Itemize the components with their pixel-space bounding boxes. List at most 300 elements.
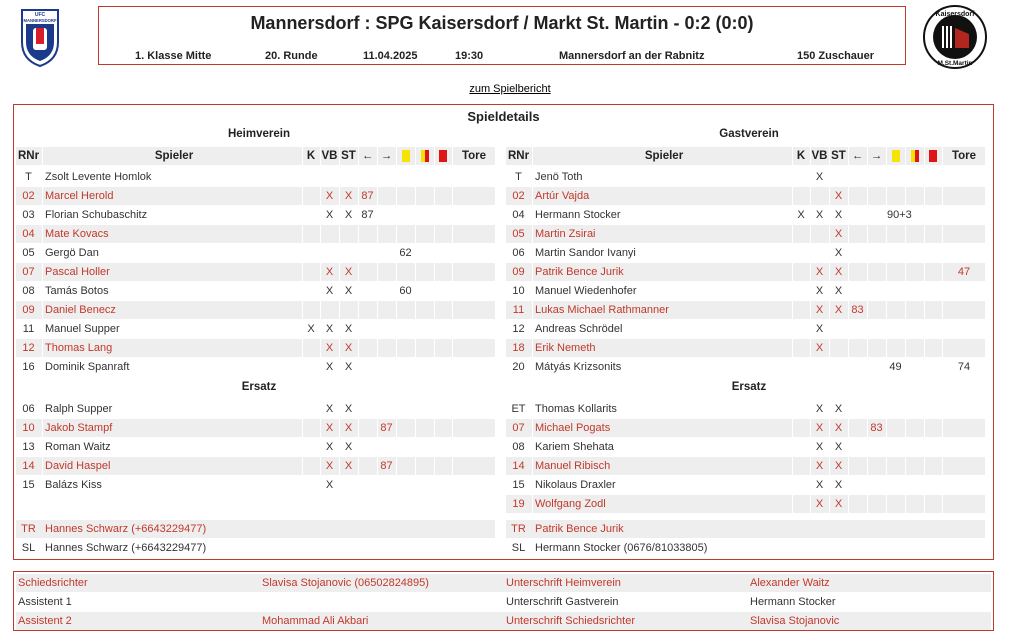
svg-text:Kaisersdorf: Kaisersdorf <box>935 11 975 18</box>
red-card-minute <box>925 301 941 319</box>
st-mark <box>340 301 357 319</box>
sl-row-value: Hannes Schwarz (+6643229477) <box>45 542 207 554</box>
yellow-card-minute <box>887 438 904 456</box>
column-header-player: Spieler <box>644 150 684 162</box>
vb-mark: X <box>325 285 334 297</box>
sub-in-minute <box>868 168 885 186</box>
sub-in-minute <box>868 400 885 418</box>
captain-mark <box>303 206 319 224</box>
red-card-minute <box>925 438 941 456</box>
lineup-header-row <box>16 147 495 165</box>
yellow-card-minute <box>397 400 414 418</box>
vb-mark: X <box>325 323 334 335</box>
sub-in-minute <box>378 438 395 456</box>
sub-out-minute <box>849 244 866 262</box>
round-label: 20. Runde <box>265 50 318 62</box>
official-role: Schiedsrichter <box>18 577 88 589</box>
yellow-card-minute <box>887 187 904 205</box>
goal-minute <box>943 320 985 338</box>
yellow-red-card-minute <box>906 263 923 281</box>
red-card-minute <box>925 320 941 338</box>
red-card-minute <box>925 282 941 300</box>
st-mark: X <box>834 479 843 491</box>
sub-out-minute <box>849 225 866 243</box>
red-card-minute <box>925 244 941 262</box>
player-name: Marcel Herold <box>45 190 114 202</box>
player-number: 09 <box>22 304 35 316</box>
sub-out-minute <box>849 263 866 281</box>
vb-mark: X <box>325 361 334 373</box>
sub-out-minute <box>849 400 866 418</box>
svg-text:MANNERSDORF: MANNERSDORF <box>23 18 57 23</box>
yellow-red-card-minute <box>906 476 923 494</box>
player-row[interactable] <box>506 438 985 456</box>
player-name: Jakob Stampf <box>45 422 113 434</box>
player-name: Artúr Vajda <box>535 190 590 202</box>
sub-in-minute <box>378 358 395 376</box>
official-name: Mohammad Ali Akbari <box>262 615 369 627</box>
player-row[interactable] <box>16 301 495 319</box>
sub-in-minute <box>868 457 885 475</box>
player-name: Michael Pogats <box>535 422 611 434</box>
player-row[interactable] <box>16 339 495 357</box>
vb-mark: X <box>325 209 334 221</box>
sub-in-minute <box>868 282 885 300</box>
vb-mark <box>811 225 828 243</box>
red-card-minute <box>925 358 941 376</box>
player-number: 08 <box>512 441 525 453</box>
home-subs-label: Ersatz <box>241 381 277 393</box>
sub-in-minute <box>868 225 885 243</box>
player-number: 10 <box>22 422 35 434</box>
yellow-card-minute <box>887 419 904 437</box>
player-name: Wolfgang Zodl <box>535 498 606 510</box>
lineup-header-row <box>506 147 985 165</box>
player-row[interactable] <box>16 187 495 205</box>
sl-row-label: SL <box>511 542 526 554</box>
player-number: 05 <box>512 228 525 240</box>
yellow-card-minute <box>397 457 414 475</box>
arrow-right-green-icon: → <box>380 150 393 162</box>
vb-mark: X <box>815 460 824 472</box>
player-row[interactable] <box>16 457 495 475</box>
yellow-red-card-minute <box>416 419 433 437</box>
st-mark <box>340 476 357 494</box>
captain-mark <box>303 419 319 437</box>
match-details-panel <box>13 104 994 560</box>
goal-minute: 74 <box>957 361 971 373</box>
yellow-card-minute <box>887 225 904 243</box>
player-row[interactable] <box>506 358 985 376</box>
yellow-card-minute <box>887 263 904 281</box>
red-card-icon <box>925 147 941 165</box>
sub-in-minute <box>378 320 395 338</box>
player-row[interactable] <box>506 263 985 281</box>
yellow-red-card-minute <box>416 438 433 456</box>
vb-mark <box>321 301 338 319</box>
red-card-minute <box>435 301 451 319</box>
yellow-card-minute <box>887 400 904 418</box>
yellow-red-card-minute <box>416 263 433 281</box>
sub-out-minute: 87 <box>361 190 374 202</box>
match-title: Mannersdorf : SPG Kaisersdorf / Markt St. Martin - 0:2 (0:0) <box>250 13 754 33</box>
signature-name: Alexander Waitz <box>750 577 830 589</box>
officials-row <box>16 612 991 630</box>
trainer-row-label: TR <box>21 523 36 535</box>
captain-mark <box>303 339 319 357</box>
captain-mark <box>793 495 809 513</box>
player-row[interactable] <box>16 225 495 243</box>
red-card-minute <box>435 263 451 281</box>
player-row[interactable] <box>16 320 495 338</box>
player-row[interactable] <box>506 168 985 186</box>
captain-mark <box>303 400 319 418</box>
vb-mark: X <box>815 441 824 453</box>
sub-in-minute <box>868 187 885 205</box>
player-name: Dominik Spanraft <box>45 361 130 373</box>
sub-out-minute <box>359 168 376 186</box>
goal-minute <box>453 225 495 243</box>
yellow-card-minute: 62 <box>399 247 412 259</box>
goal-minute <box>943 301 985 319</box>
player-number: 14 <box>22 460 35 472</box>
captain-mark <box>303 438 319 456</box>
red-card-minute <box>435 206 451 224</box>
player-name: Pascal Holler <box>45 266 110 278</box>
player-row[interactable] <box>16 206 495 224</box>
yellow-red-card-minute <box>906 244 923 262</box>
captain-mark <box>303 301 319 319</box>
player-row[interactable] <box>506 457 985 475</box>
sub-out-minute <box>849 187 866 205</box>
sub-out-minute <box>359 225 376 243</box>
sub-in-minute: 87 <box>380 422 393 434</box>
red-card-minute <box>925 225 941 243</box>
st-mark: X <box>834 266 843 278</box>
vb-mark <box>811 358 828 376</box>
yellow-card-minute <box>397 263 414 281</box>
yellow-red-card-minute <box>906 301 923 319</box>
captain-mark <box>303 476 319 494</box>
trainer-row-value: Hannes Schwarz (+6643229477) <box>45 523 207 535</box>
player-name: Ralph Supper <box>45 403 113 415</box>
goal-minute <box>453 358 495 376</box>
arrow-right-green-icon: → <box>870 150 883 162</box>
home-team-label: Heimverein <box>227 128 290 140</box>
player-name: Martin Zsirai <box>535 228 596 240</box>
yellow-card-minute <box>397 438 414 456</box>
official-name: Slavisa Stojanovic (06502824895) <box>262 577 429 589</box>
player-row[interactable] <box>16 282 495 300</box>
yellow-red-card-minute <box>416 400 433 418</box>
captain-mark <box>303 358 319 376</box>
captain-mark <box>793 358 809 376</box>
column-header-vb: VB <box>321 150 338 162</box>
sub-in-minute <box>868 301 885 319</box>
yellow-card-minute <box>887 320 904 338</box>
officials-panel <box>13 571 994 631</box>
player-number: T <box>25 171 32 183</box>
player-name: Manuel Supper <box>45 323 120 335</box>
player-row[interactable] <box>16 400 495 418</box>
yellow-red-card-minute <box>416 206 433 224</box>
player-row[interactable] <box>506 301 985 319</box>
st-mark: X <box>344 342 353 354</box>
goal-minute <box>453 339 495 357</box>
goal-minute <box>943 476 985 494</box>
vb-mark: X <box>325 460 334 472</box>
player-row[interactable] <box>506 339 985 357</box>
st-mark: X <box>834 228 843 240</box>
player-name: Erik Nemeth <box>535 342 596 354</box>
vb-mark: X <box>815 342 824 354</box>
player-row[interactable] <box>506 244 985 262</box>
sub-in-minute <box>868 206 885 224</box>
red-card-minute <box>925 339 941 357</box>
red-card-minute <box>435 438 451 456</box>
vb-mark <box>811 187 828 205</box>
player-name: Manuel Wiedenhofer <box>535 285 637 297</box>
goal-minute <box>943 339 985 357</box>
captain-mark <box>303 187 319 205</box>
player-number: 15 <box>22 479 35 491</box>
signature-label: Unterschrift Schiedsrichter <box>506 615 635 627</box>
st-mark: X <box>834 304 843 316</box>
yellow-red-card-minute <box>416 225 433 243</box>
player-name: Lukas Michael Rathmanner <box>535 304 669 316</box>
signature-label: Unterschrift Gastverein <box>506 596 619 608</box>
player-row[interactable] <box>16 168 495 186</box>
goal-minute <box>453 457 495 475</box>
red-card-minute <box>435 244 451 262</box>
column-header-st: ST <box>341 150 356 162</box>
yellow-red-card-minute <box>906 495 923 513</box>
captain-mark <box>793 225 809 243</box>
vb-mark: X <box>325 422 334 434</box>
match-report-link[interactable]: zum Spielbericht <box>469 83 551 95</box>
date-label: 11.04.2025 <box>363 50 418 62</box>
player-name: Kariem Shehata <box>535 441 614 453</box>
goal-minute <box>943 225 985 243</box>
yellow-red-card-minute <box>906 438 923 456</box>
player-row[interactable] <box>16 419 495 437</box>
sub-in-minute <box>868 476 885 494</box>
yellow-card-minute <box>397 301 414 319</box>
yellow-red-card-minute <box>906 225 923 243</box>
yellow-red-card-minute <box>416 301 433 319</box>
captain-mark <box>793 339 809 357</box>
yellow-card-minute <box>397 419 414 437</box>
st-mark: X <box>344 323 353 335</box>
sub-out-minute <box>359 476 376 494</box>
captain-mark <box>793 457 809 475</box>
player-number: 06 <box>512 247 525 259</box>
column-header-player: Spieler <box>154 150 194 162</box>
red-card-minute <box>435 419 451 437</box>
red-card-minute <box>925 206 941 224</box>
red-card-minute <box>925 168 941 186</box>
player-name: Mátyás Krizsonits <box>535 361 622 373</box>
captain-mark <box>793 320 809 338</box>
sub-out-minute <box>359 282 376 300</box>
red-card-minute <box>435 225 451 243</box>
st-mark: X <box>834 209 843 221</box>
sub-in-minute <box>378 400 395 418</box>
player-row[interactable] <box>506 419 985 437</box>
guest-subs-label: Ersatz <box>731 381 767 393</box>
goal-minute <box>453 282 495 300</box>
captain-mark <box>303 244 319 262</box>
player-number: 03 <box>22 209 35 221</box>
sub-out-minute <box>849 339 866 357</box>
sub-in-minute: 87 <box>380 460 393 472</box>
player-number: 12 <box>512 323 525 335</box>
goal-minute <box>943 438 985 456</box>
yellow-card-icon <box>887 147 904 165</box>
captain-mark <box>303 225 319 243</box>
arrow-left-red-icon: ← <box>361 150 374 162</box>
vb-mark: X <box>815 304 824 316</box>
sub-in-minute <box>868 339 885 357</box>
player-row[interactable] <box>16 476 495 494</box>
yellow-red-card-minute <box>906 400 923 418</box>
vb-mark: X <box>815 403 824 415</box>
player-row[interactable] <box>16 358 495 376</box>
sl-row <box>16 539 495 557</box>
player-number: 02 <box>22 190 35 202</box>
yellow-card-minute <box>887 476 904 494</box>
st-mark: X <box>834 441 843 453</box>
captain-mark <box>793 244 809 262</box>
sub-out-minute <box>359 457 376 475</box>
st-mark <box>830 168 847 186</box>
player-row[interactable] <box>16 263 495 281</box>
captain-mark <box>303 168 319 186</box>
st-mark <box>340 225 357 243</box>
red-card-minute <box>925 457 941 475</box>
player-number: 04 <box>22 228 35 240</box>
st-mark: X <box>834 498 843 510</box>
yellow-red-card-minute <box>906 457 923 475</box>
player-name: Balázs Kiss <box>45 479 102 491</box>
player-number: 18 <box>512 342 525 354</box>
sub-out-minute <box>849 438 866 456</box>
st-mark <box>830 339 847 357</box>
player-name: Martin Sandor Ivanyi <box>535 247 636 259</box>
player-row[interactable] <box>506 400 985 418</box>
vb-mark: X <box>815 171 824 183</box>
red-card-minute <box>925 476 941 494</box>
vb-mark <box>811 244 828 262</box>
venue-label: Mannersdorf an der Rabnitz <box>559 50 705 62</box>
red-card-minute <box>435 168 451 186</box>
sub-in-minute: 83 <box>870 422 883 434</box>
column-header-captain: K <box>306 150 316 162</box>
player-row[interactable] <box>506 282 985 300</box>
player-number: 11 <box>512 304 525 316</box>
goal-minute <box>943 419 985 437</box>
player-name: Thomas Kollarits <box>535 403 617 415</box>
player-name: Zsolt Levente Homlok <box>45 171 152 183</box>
sl-row-label: SL <box>21 542 36 554</box>
player-row[interactable] <box>16 244 495 262</box>
player-row[interactable] <box>506 495 985 513</box>
yellow-card-minute <box>397 358 414 376</box>
captain-mark <box>793 419 809 437</box>
signature-name: Hermann Stocker <box>750 596 836 608</box>
st-mark: X <box>344 285 353 297</box>
sub-out-minute <box>359 358 376 376</box>
vb-mark: X <box>815 209 824 221</box>
sub-in-minute <box>378 301 395 319</box>
vb-mark <box>321 168 338 186</box>
yellow-red-card-minute <box>416 187 433 205</box>
player-number: 16 <box>22 361 35 373</box>
player-number: 10 <box>512 285 525 297</box>
yellow-card-minute <box>887 244 904 262</box>
yellow-red-card-minute <box>416 457 433 475</box>
sub-in-minute <box>378 168 395 186</box>
goal-minute <box>453 320 495 338</box>
captain-mark <box>303 457 319 475</box>
goal-minute <box>453 301 495 319</box>
red-card-minute <box>435 320 451 338</box>
sub-in-minute <box>868 438 885 456</box>
vb-mark: X <box>325 190 334 202</box>
player-number: 07 <box>22 266 35 278</box>
captain-mark: X <box>797 209 805 221</box>
st-mark <box>830 358 847 376</box>
svg-text:UFC: UFC <box>34 12 46 18</box>
red-card-minute <box>435 400 451 418</box>
red-card-minute <box>925 263 941 281</box>
goal-minute <box>453 168 495 186</box>
red-card-minute <box>435 358 451 376</box>
yellow-card-minute: 49 <box>889 361 902 373</box>
player-row[interactable] <box>506 187 985 205</box>
player-name: Daniel Benecz <box>45 304 116 316</box>
yellow-red-card-minute <box>906 168 923 186</box>
player-name: Roman Waitz <box>45 441 111 453</box>
sub-out-minute <box>359 339 376 357</box>
yellow-red-card-minute <box>416 282 433 300</box>
vb-mark: X <box>815 479 824 491</box>
vb-mark: X <box>815 285 824 297</box>
player-number: 02 <box>512 190 525 202</box>
player-row[interactable] <box>506 206 985 224</box>
yellow-red-card-minute <box>906 282 923 300</box>
player-row[interactable] <box>16 438 495 456</box>
spectators-label: 150 Zuschauer <box>797 50 875 62</box>
st-mark <box>340 168 357 186</box>
player-name: David Haspel <box>45 460 111 472</box>
vb-mark: X <box>815 422 824 434</box>
player-number: 14 <box>512 460 525 472</box>
red-card-icon <box>435 147 451 165</box>
player-row[interactable] <box>506 476 985 494</box>
player-name: Florian Schubaschitz <box>45 209 148 221</box>
yellow-red-card-minute <box>906 358 923 376</box>
st-mark: X <box>344 422 353 434</box>
home-club-logo <box>18 4 62 68</box>
st-mark <box>340 244 357 262</box>
player-row[interactable] <box>506 320 985 338</box>
red-card-minute <box>435 339 451 357</box>
player-row[interactable] <box>506 225 985 243</box>
sub-out-minute <box>359 244 376 262</box>
player-number: 07 <box>512 422 525 434</box>
sub-in-minute <box>378 263 395 281</box>
